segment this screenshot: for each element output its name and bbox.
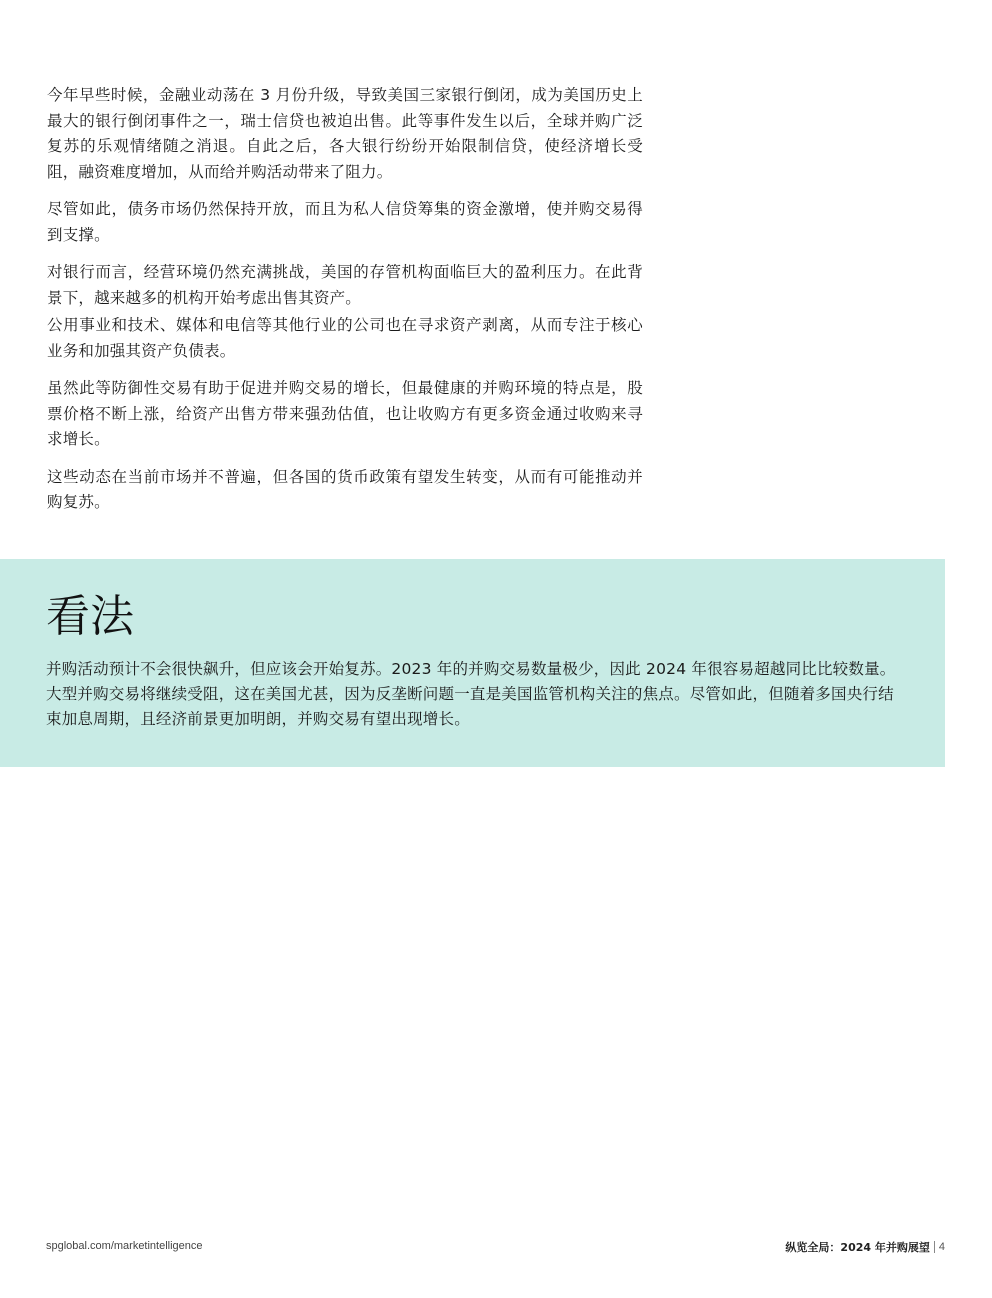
paragraph-debt-markets: 尽管如此，债务市场仍然保持开放，而且为私人信贷筹集的资金激增，使并购交易得到支撑。 <box>47 200 643 244</box>
paragraph-market-turmoil: 今年早些时候，金融业动荡在 3 月份升级，导致美国三家银行倒闭，成为美国历史上最大的银行倒闭事件之一，瑞士信贷也被迫出售。此等事件发生以后，全球并购广泛复苏的乐观情绪随之消退。自此之后，各大银行纷纷开始限制信贷，使经济增长受阻，融资难度增加，从而给并购活动带来了阻力。 <box>47 86 643 181</box>
outlook-heading: 看法 <box>46 591 134 642</box>
paragraph-banks: 对银行而言，经营环境仍然充满挑战，美国的存管机构面临巨大的盈利压力。在此背景下，越来越多的机构开始考虑出售其资产。 <box>47 263 643 307</box>
paragraph-monetary-policy: 这些动态在当前市场并不普遍，但各国的货币政策有望发生转变，从而有可能推动并购复苏。 <box>47 467 643 511</box>
paragraph-divestitures: 公用事业和技术、媒体和电信等其他行业的公司也在寻求资产剥离，从而专注于核心业务和加强其资产负债表。 <box>47 316 643 360</box>
footer-divider <box>934 1241 935 1253</box>
footer-url: spglobal.com/marketintelligence <box>46 1240 203 1252</box>
page-number: 4 <box>938 1241 945 1253</box>
body-text-column <box>47 83 643 528</box>
footer-document-info <box>785 1239 945 1255</box>
outlook-text: 并购活动预计不会很快飙升，但应该会开始复苏。2023 年的并购交易数量极少，因此 2024 年很容易超越同比比较数量。大型并购交易将继续受阻，这在美国尤甚，因为反垄断问题一直是美国监管机构关注的焦点。尽管如此，但随着多国央行结束加息周期，且经济前景更加明朗，并购交易有望出现增长。 <box>46 660 896 728</box>
footer-title: 纵览全局：2024 年并购展望 <box>785 1241 930 1254</box>
paragraph-defensive-deals: 虽然此等防御性交易有助于促进并购交易的增长，但最健康的并购环境的特点是，股票价格不断上涨，给资产出售方带来强劲估值，也让收购方有更多资金通过收购来寻求增长。 <box>47 379 643 448</box>
